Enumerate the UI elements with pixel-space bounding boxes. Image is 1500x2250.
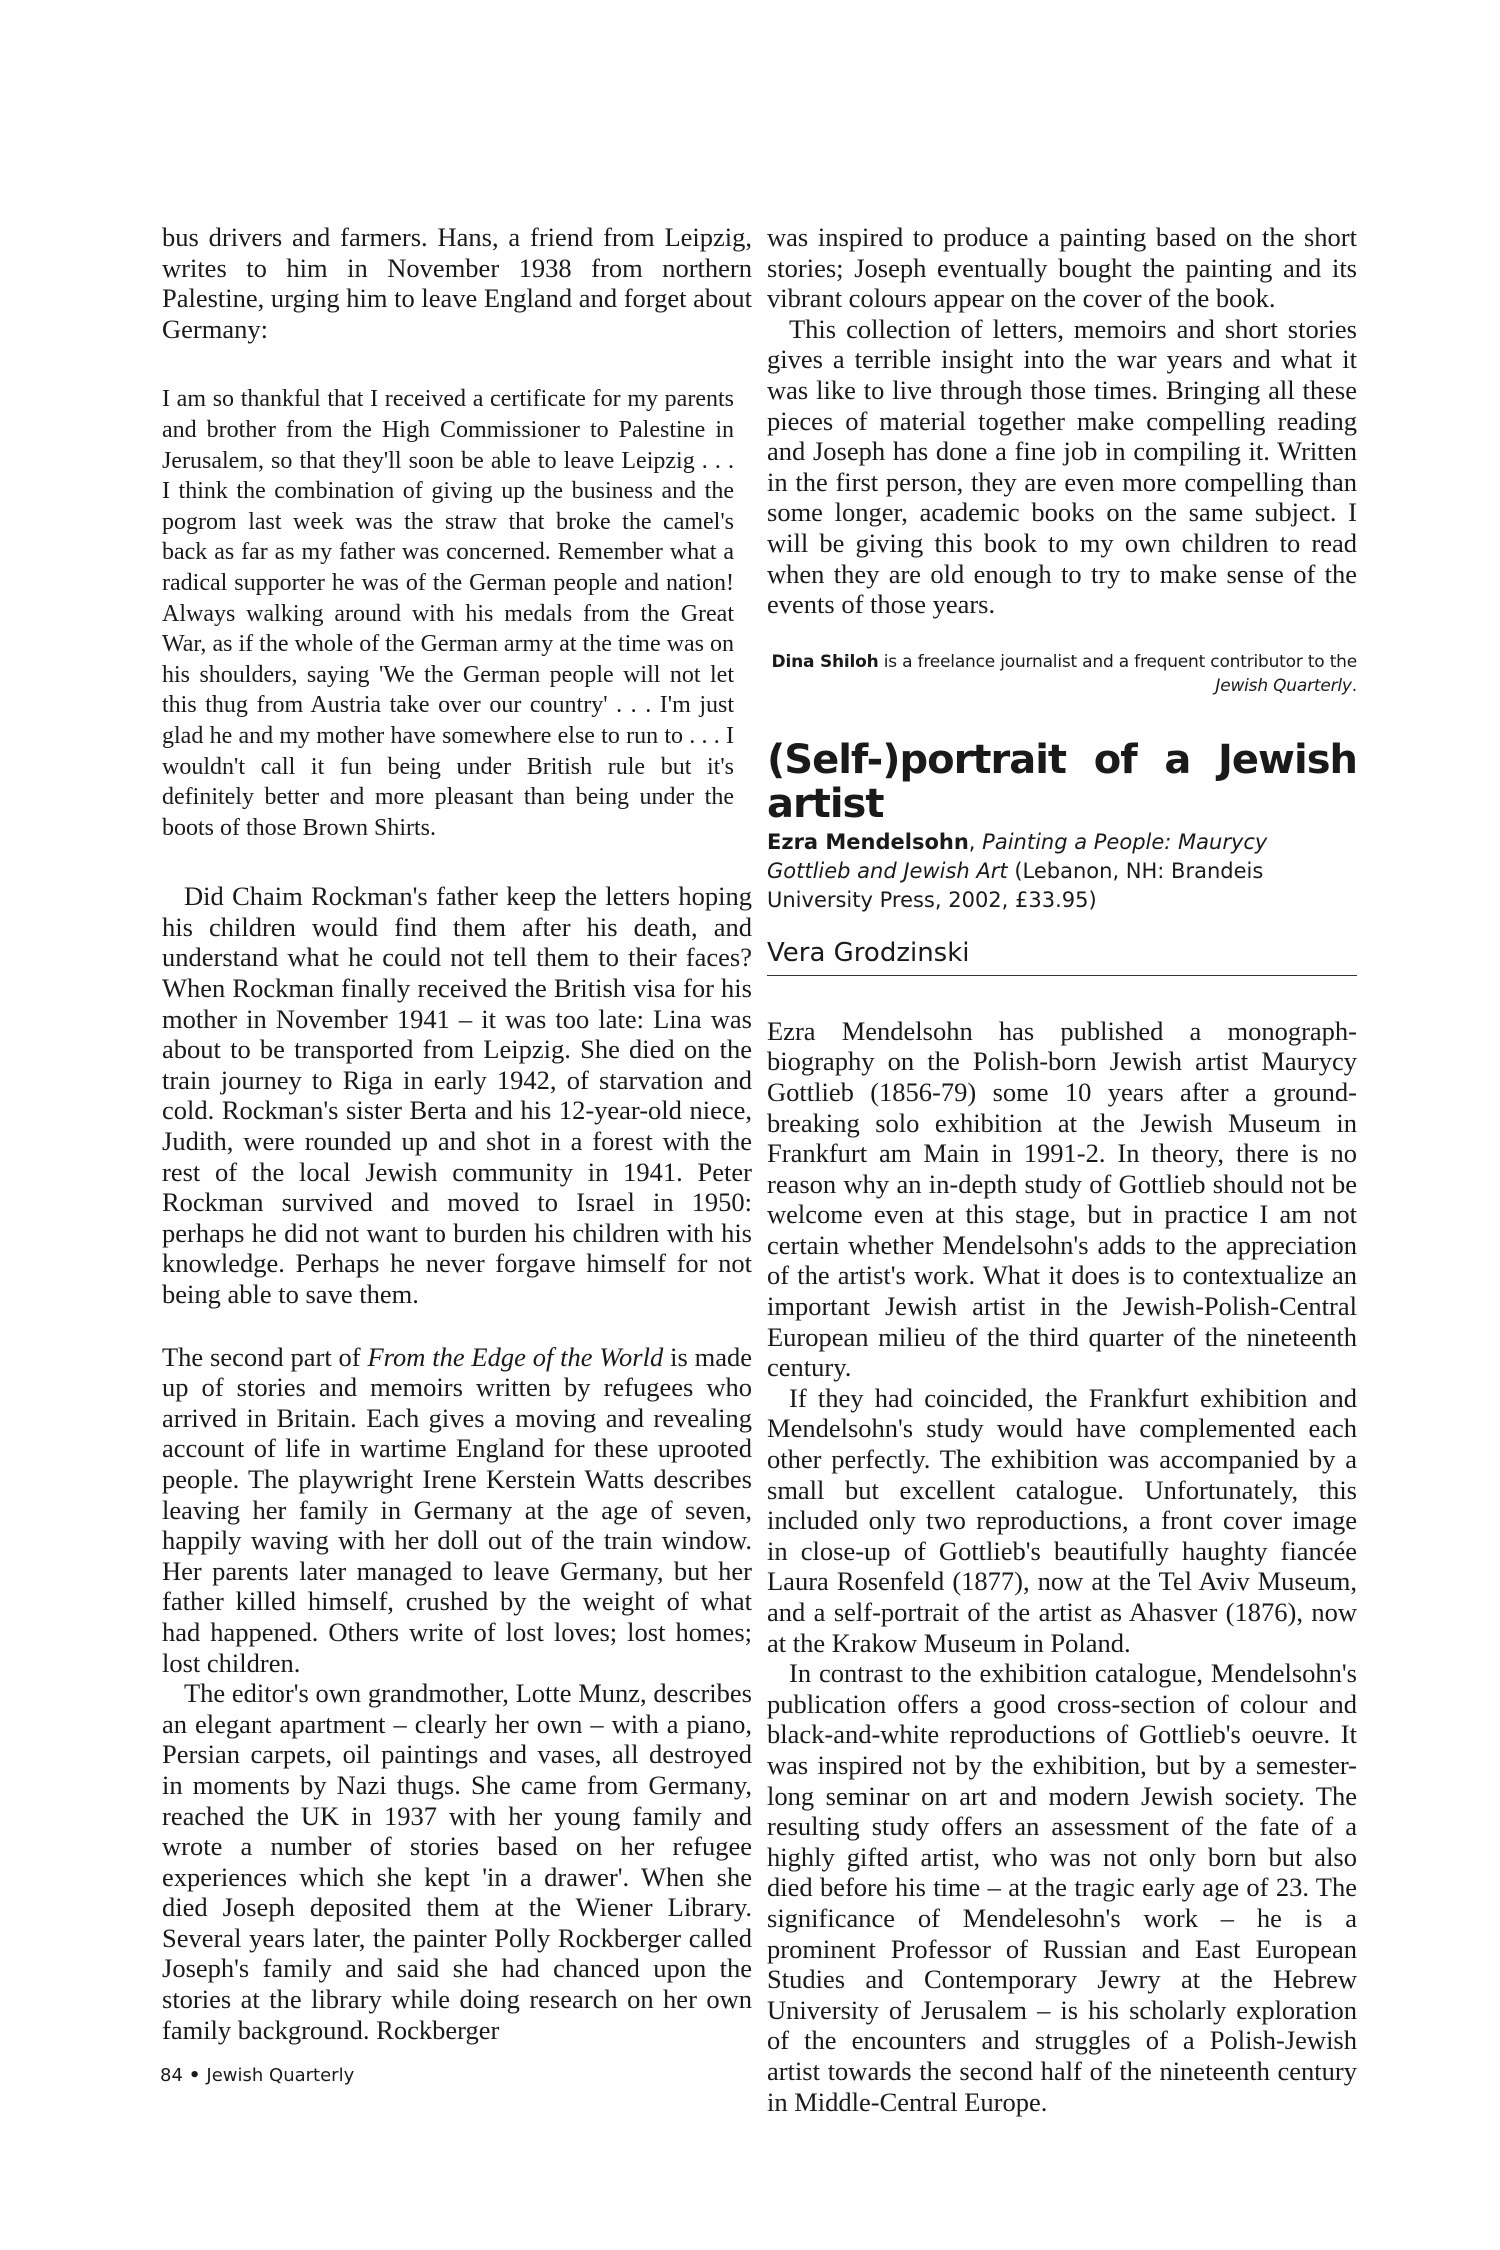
review-heading: (Self-)portrait of a Jewish artist bbox=[767, 736, 1357, 827]
publication-name: Jewish Quarterly bbox=[206, 2065, 355, 2086]
body-paragraph: The second part of From the Edge of the World is made up of stories and memoirs written by refugees who arrived in Britain. Each gives a moving and revealing account of life in wartime England for these uprooted people. The playwright Irene Kerstein Watts describes leaving her family in Germany at the age of seven, happily waving with her doll out of the train window. Her parents later managed to leave Germany, but her father killed himself, crushed by the weight of what had happened. Others write of lost loves; lost homes; lost children. bbox=[162, 1341, 752, 1678]
bio-author-name: Dina Shiloh bbox=[771, 651, 879, 672]
page-footer bbox=[160, 2064, 354, 2088]
body-paragraph: If they had coincided, the Frankfurt exhibition and Mendelsohn's study would have complemented each other perfectly. The exhibition was accompanied by a small but excellent catalogue. Unfortunately, this included only two reproductions, a front cover image in close-up of Gottlieb's beautifully haughty fiancée Laura Rosenfeld (1877), now at the Tel Aviv Museum, and a self-portrait of the artist as Ahasver (1876), now at the Krakow Museum in Poland. bbox=[767, 1382, 1357, 1658]
page-number: 84 bbox=[160, 2065, 183, 2086]
body-paragraph: was inspired to produce a painting based on the short stories; Joseph eventually bought the painting and its vibrant colours appear on the cover of the book. bbox=[767, 222, 1357, 314]
review-body bbox=[767, 1016, 1357, 2117]
reviewer-name: Vera Grodzinski bbox=[767, 937, 1357, 976]
left-column bbox=[162, 222, 752, 2045]
body-paragraph: Ezra Mendelsohn has published a monograph-biography on the Polish-born Jewish artist Maurycy Gottlieb (1856-79) some 10 years after a ground-breaking solo exhibition at the Jewish Museum in Frankfurt am Main in 1991-2. In theory, there is no reason why an in-depth study of Gottlieb should not be welcome even at this stage, but in practice I am not certain whether Mendelsohn's adds to the appreciation of the artist's work. What it does is to contextualize an important Jewish artist in the Jewish-Polish-Central European milieu of the third quarter of the nineteenth century. bbox=[767, 1015, 1357, 1383]
footer-separator: • bbox=[188, 2065, 201, 2086]
book-details: Ezra Mendelsohn, Painting a People: Maurycy Gottlieb and Jewish Art (Lebanon, NH: Brandeis University Press, 2002, £33.95) bbox=[767, 829, 1268, 912]
book-title-inline: From the Edge of the World bbox=[367, 1341, 664, 1372]
bio-magazine-name: Jewish Quarterly bbox=[1215, 675, 1352, 696]
body-paragraph: Did Chaim Rockman's father keep the letters hoping his children would find them after his death, and understand what he could not tell them to their faces? When Rockman finally received the British visa for his mother in November 1941 – it was too late: Lina was about to be transported from Leipzig. She died on the train journey to Riga in early 1942, of starvation and cold. Rockman's sister Berta and his 12-year-old niece, Judith, were rounded up and shot in a forest with the rest of the local Jewish community in 1941. Peter Rockman survived and moved to Israel in 1950: perhaps he did not want to burden his children with his knowledge. Perhaps he never forgave himself for not being able to save them. bbox=[162, 881, 752, 1309]
author-bio: Dina Shiloh is a freelance journalist and a frequent contributor to the Jewish Quarterly. bbox=[771, 651, 1357, 696]
body-paragraph: This collection of letters, memoirs and short stories gives a terrible insight into the war years and what it was like to live through those times. Bringing all these pieces of material together make compelling reading and Joseph has done a fine job in compiling it. Written in the first person, they are even more compelling than some longer, academic books on the same subject. I will be giving this book to my own children to read when they are old enough to try to make sense of the events of those years. bbox=[767, 313, 1357, 620]
body-paragraph: The editor's own grandmother, Lotte Munz, describes an elegant apartment – clearly her own – with a piano, Persian carpets, oil paintings and vases, all destroyed in moments by Nazi thugs. She came from Germany, reached the UK in 1937 with her young family and wrote a number of stories based on her refugee experiences which she kept 'in a drawer'. When she died Joseph deposited them at the Wiener Library. Several years later, the painter Polly Rockberger called Joseph's family and said she had chanced upon the stories at the library while doing research on her own family background. Rockberger bbox=[162, 1678, 752, 2045]
book-author: Ezra Mendelsohn bbox=[767, 829, 969, 854]
right-column bbox=[767, 222, 1357, 2117]
body-paragraph: In contrast to the exhibition catalogue, Mendelsohn's publication offers a good cross-section of colour and black-and-white reproductions of Gottlieb's oeuvre. It was inspired not by the exhibition, but by a semester-long seminar on art and modern Jewish society. The resulting study offers an assessment of the fate of a highly gifted artist, who was not only born but also died before his time – at the tragic early age of 23. The significance of Mendelesohn's work – he is a prominent Professor of Russian and East European Studies and Contemporary Jewry at the Hebrew University of Jerusalem – is his scholarly exploration of the encounters and struggles of a Polish-Jewish artist towards the second half of the nineteenth century in Middle-Central Europe. bbox=[767, 1658, 1357, 2117]
letter-quote: I am so thankful that I received a certificate for my parents and brother from the High Commissioner to Palestine in Jerusalem, so that they'll soon be able to leave Leipzig . . . I think the combination of giving up the business and the pogrom last week was the straw that broke the camel's back as far as my father was concerned. Remember what a radical supporter he was of the German people and nation! Always walking around with his medals from the Great War, as if the whole of the German army at the time was on his shoulders, saying 'We the German people will not let this thug from Austria take over our country' . . . I'm just glad he and my mother have somewhere else to run to . . . I wouldn't call it fun being under British rule but it's definitely better and more pleasant than being under the boots of those Brown Shirts. bbox=[162, 386, 734, 841]
intro-paragraph: bus drivers and farmers. Hans, a friend from Leipzig, writes to him in November 1938 from northern Palestine, urging him to leave England and forget about Germany: bbox=[162, 222, 752, 344]
book-publisher: (Lebanon, NH: Brandeis University Press, 2002, £33.95) bbox=[767, 858, 1264, 912]
book-title: Painting a People: Maurycy Gottlieb and Jewish Art bbox=[767, 829, 1268, 883]
